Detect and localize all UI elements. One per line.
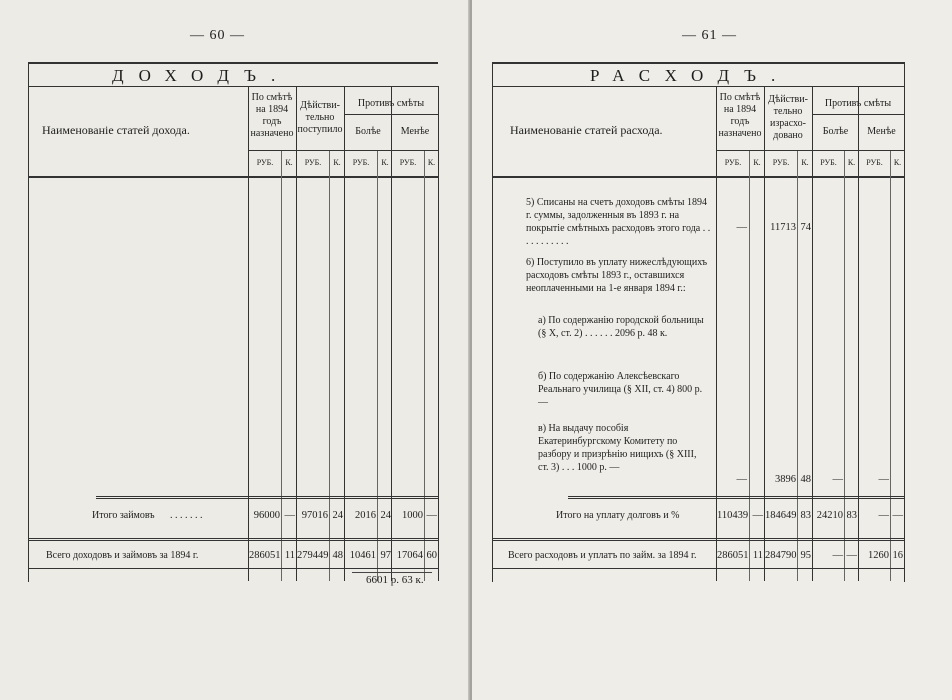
total-debts-actual-rub: 184649 [765,510,797,521]
col-header-less: Менѣе [867,126,896,137]
total-loans-more-rub: 2016 [355,510,376,521]
double-rule [28,538,438,541]
unit-rub: РУБ. [724,158,742,167]
item5-estimate: — [736,222,747,233]
unit-kop: К. [753,158,761,167]
rule-title [492,86,904,87]
expense-item-6a: а) По содержанію городской больницы (§ X, ст. 2) . . . . . . 2096 р. 48 к. [538,315,704,339]
rule-bottom [492,568,904,569]
unit-kop: К. [381,158,389,167]
grand-total-less-kop: 16 [892,550,903,561]
grand-total-label: Всего доходовъ и займовъ за 1894 г. [46,550,199,561]
rule-bottom [28,568,438,569]
unit-rub: РУБ. [820,158,837,167]
grand-total-less-rub: 1260 [868,550,889,561]
item6-actual-rub: 3896 [775,474,796,485]
difference-note: 6601 р. 63 к. [366,574,424,586]
rule-units [248,150,438,151]
left-page [0,0,470,700]
unit-kop: К. [285,158,293,167]
rule-title [28,86,438,87]
unit-kop: К. [427,158,436,167]
total-loans-label: Итого займовъ [92,510,155,521]
col-header-less: Менѣе [400,126,430,137]
rule-against [812,114,904,115]
rule-against [344,114,438,115]
expense-item-6b: б) По содержанію Алексѣевскаго Реальнаго училища (§ XII, ст. 4) 800 р. — [538,371,703,408]
expense-item-6c: в) На выдачу пособія Екатеринбургскому Комитету по разбору и призрѣнію нищихъ (§ XIII, ст. 3) . . . 1000 р. — [538,423,697,473]
page-title-income: ДОХОДЪ. [112,66,291,85]
grand-total-actual-rub: 279449 [297,550,329,561]
grand-total-estimate-kop: 11 [284,550,295,561]
grand-total-label: Всего расходовъ и уплатъ по займ. за 1894 г. [508,550,697,561]
unit-rub: РУБ. [352,158,370,167]
double-rule [568,496,904,499]
expense-item-6: 6) Поступило въ уплату нижеслѣдующихъ расходовъ смѣты 1893 г., оставшихся неоплаченными на 1-е января 1894 г.: [526,257,708,294]
grand-total-actual-kop: 48 [332,550,343,561]
grand-total-more-kop: 97 [380,550,391,561]
total-debts-less-kop: — [892,510,903,521]
unit-kop: К. [893,158,902,167]
total-loans-estimate-rub: 96000 [253,510,280,521]
item6-actual-kop: 48 [800,474,811,485]
grand-total-less-rub: 17064 [396,550,423,561]
unit-rub: РУБ. [772,158,790,167]
item5-actual-rub: 11713 [770,222,796,233]
col-header-estimate: По смѣтѣ на 1894 годъ назначено [250,92,294,139]
col-header-name: Наименованіе статей расхода. [510,123,663,137]
right-page [472,0,952,700]
rule-units [716,150,904,151]
total-loans-actual-kop: 24 [332,510,343,521]
dot-leader: . . . . . . . [170,510,203,521]
item6-less: — [878,474,889,485]
rule-left-edge [492,62,493,582]
unit-rub: РУБ. [399,158,417,167]
grand-total-more-rub: 10461 [349,550,376,561]
total-debts-estimate-kop: — [752,510,763,521]
grand-total-actual-rub: 284790 [765,550,797,561]
page-number-left: — 60 — [190,28,245,43]
unit-rub: РУБ. [256,158,274,167]
rule-difference [352,572,432,573]
grand-total-estimate-rub: 286051 [249,550,281,561]
item6-more: — [832,474,843,485]
col-divider [438,86,439,581]
total-debts-more-rub: 24210 [816,510,843,521]
rule-left-edge [28,62,29,582]
col-header-actual: Дѣйстви- тельно израсхо- довано [768,94,808,141]
total-debts-more-kop: 83 [846,510,857,521]
page-number-right: — 61 — [682,28,737,43]
rule-top [28,62,438,64]
total-loans-estimate-kop: — [284,510,295,521]
grand-total-estimate-kop: 11 [752,550,763,561]
total-debts-actual-kop: 83 [800,510,811,521]
grand-total-actual-kop: 95 [800,550,811,561]
grand-total-less-kop: 60 [426,550,437,561]
total-debts-label: Итого на уплату долговъ и % [556,510,680,521]
total-loans-less-kop: — [426,510,437,521]
double-rule [96,496,438,499]
rule-header [492,176,904,178]
item6-estimate: — [736,474,747,485]
expense-item-5: 5) Списаны на счетъ доходовъ смѣты 1894 г. суммы, задолженныя въ 1893 г. на покрытіе смѣтныхъ расходовъ этого года . . . . . . . . . . . [526,197,711,247]
item5-actual-kop: 74 [800,222,811,233]
col-header-against: Противъ смѣты [824,98,892,109]
unit-kop: К. [847,158,856,167]
total-debts-less-rub: — [878,510,889,521]
total-loans-less-rub: 1000 [402,510,423,521]
col-header-against: Противъ смѣты [357,98,425,109]
total-loans-actual-rub: 97016 [301,510,328,521]
page-title-expense: РАСХОДЪ. [590,66,791,85]
total-loans-more-kop: 24 [380,510,391,521]
col-header-more: Болѣе [355,126,381,137]
unit-kop: К. [333,158,341,167]
col-header-actual: Дѣйстви- тельно поступило [297,100,343,135]
rule-right-edge [904,62,905,582]
grand-total-estimate-rub: 286051 [717,550,749,561]
col-header-more: Болѣе [822,126,849,137]
unit-kop: К. [801,158,809,167]
double-rule [492,538,904,541]
grand-total-more-rub: — [832,550,843,561]
col-header-name: Наименованіе статей дохода. [42,123,190,137]
total-debts-estimate-rub: 110439 [717,510,749,521]
unit-rub: РУБ. [866,158,883,167]
unit-rub: РУБ. [304,158,322,167]
col-header-estimate: По смѣтѣ на 1894 годъ назначено [718,92,762,139]
rule-top [492,62,904,64]
grand-total-more-kop: — [846,550,857,561]
